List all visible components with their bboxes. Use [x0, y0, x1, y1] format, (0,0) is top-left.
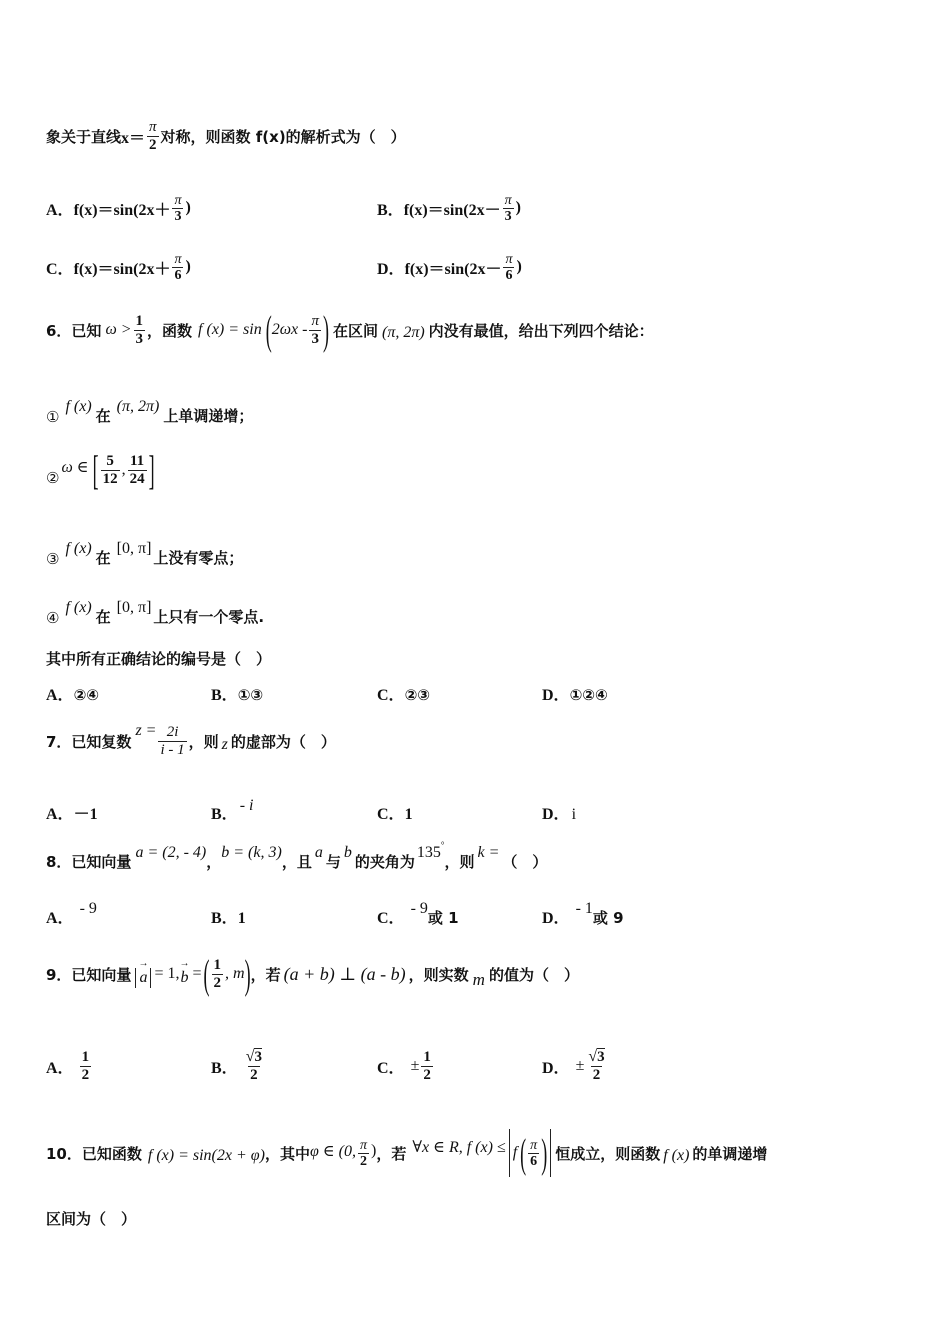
q6-option-c: C．②③	[377, 686, 430, 704]
q7-option-b: B． - i	[211, 797, 254, 823]
q6-statement-3: ③ f (x) 在 [0, π] 上没有零点；	[46, 540, 244, 568]
q7-option-a: A．－1	[46, 806, 98, 823]
q5-stem	[46, 104, 406, 168]
q5-stem-prefix: 象关于直线	[46, 127, 122, 146]
q6-statement-2: ② ω ∈ [ $\frac{5}{12}$ , $\frac{11}{24}$ ]	[46, 447, 155, 493]
q9-option-a: A． $\frac{1}{2}$	[46, 1048, 90, 1083]
q6-statement-1: ① f (x) 在 (π, 2π) 上单调递增；	[46, 398, 254, 426]
q10-stem-line2: 区间为（ ）	[46, 1210, 137, 1228]
q10-number: 10．已知函数	[46, 1144, 142, 1163]
q6-statement-4: ④ f (x) 在 [0, π] 上只有一个零点.	[46, 599, 265, 627]
q6-stem: 6．已知 ω > $\frac{1}{3}$ ，函数 f (x) = sin ( 2ωx - $\frac{\pi}{3}$ ) 在区间 (π, 2π) 内没有最值，给出下列四个结论：	[46, 307, 654, 353]
q6-option-b: B．①③	[211, 686, 264, 704]
q7-option-c: C．1	[377, 806, 413, 823]
q7-option-d: D． i	[542, 806, 577, 823]
q5-option-d: D． f(x)＝sin(2x－ $\frac{\pi}{6}$ )	[377, 251, 522, 283]
q9-option-c: C． ± $\frac{1}{2}$	[377, 1048, 431, 1083]
q8-stem: 8．已知向量 a = (2, - 4) ， b = (k, 3) ，且 a 与 b 的夹角为 135 ° ，则 k = （ ）	[46, 840, 548, 871]
q7-number: 7．已知复数	[46, 732, 132, 751]
q9-option-d: D． ± $\frac{√3}{2}$	[542, 1048, 605, 1083]
q8-option-b: B． 1	[211, 910, 246, 927]
q9-number: 9．已知向量	[46, 965, 132, 984]
q8-option-d: D． - 1 或 9	[542, 900, 624, 927]
q5-option-b: B． f(x)＝sin(2x－ $\frac{\pi}{3}$ )	[377, 192, 521, 224]
q5-option-a: A． f(x)＝sin(2x＋ $\frac{\pi}{3}$ )	[46, 192, 191, 224]
q6-option-a: A．②④	[46, 686, 99, 704]
q8-number: 8．已知向量	[46, 853, 132, 871]
q8-option-c: C． - 9 或 1	[377, 900, 459, 927]
q5-option-c: C． f(x)＝sin(2x＋ $\frac{\pi}{6}$ )	[46, 251, 191, 283]
q5-stem-suffix: 对称，则函数 f(x)的解析式为（ ）	[160, 127, 406, 146]
q10-stem: 10．已知函数 f (x) = sin(2x + φ) ，其中 φ ∈ (0, $\frac{\pi}{2}$ ) ，若 ∀x ∈ R, f (x) ≤ f ( $\frac{\pi}{6}$ ) 恒成立，则函数 f (x) 的单调递增	[46, 1130, 768, 1176]
q9-stem: 9．已知向量 → a = 1, → b = ( $\frac{1}{2}$ , m ) ，若 (a + b) ⊥ (a - b) ，则实数 m 的值为（ ）	[46, 951, 579, 997]
q6-number: 6．已知	[46, 321, 102, 340]
q6-option-d: D．①②④	[542, 686, 608, 704]
q9-option-b: B． $\frac{√3}{2}$	[211, 1048, 262, 1083]
q5-stem-fraction: $\frac{\pi}{2}$	[149, 118, 157, 153]
q5-stem-x: x＝	[121, 129, 146, 147]
q8-option-a: A． - 9	[46, 900, 97, 927]
q6-question: 其中所有正确结论的编号是（ ）	[46, 650, 272, 668]
q7-stem: 7．已知复数 z = $\frac{2i}{i - 1}$ ，则 z 的虚部为（ ）	[46, 722, 336, 758]
